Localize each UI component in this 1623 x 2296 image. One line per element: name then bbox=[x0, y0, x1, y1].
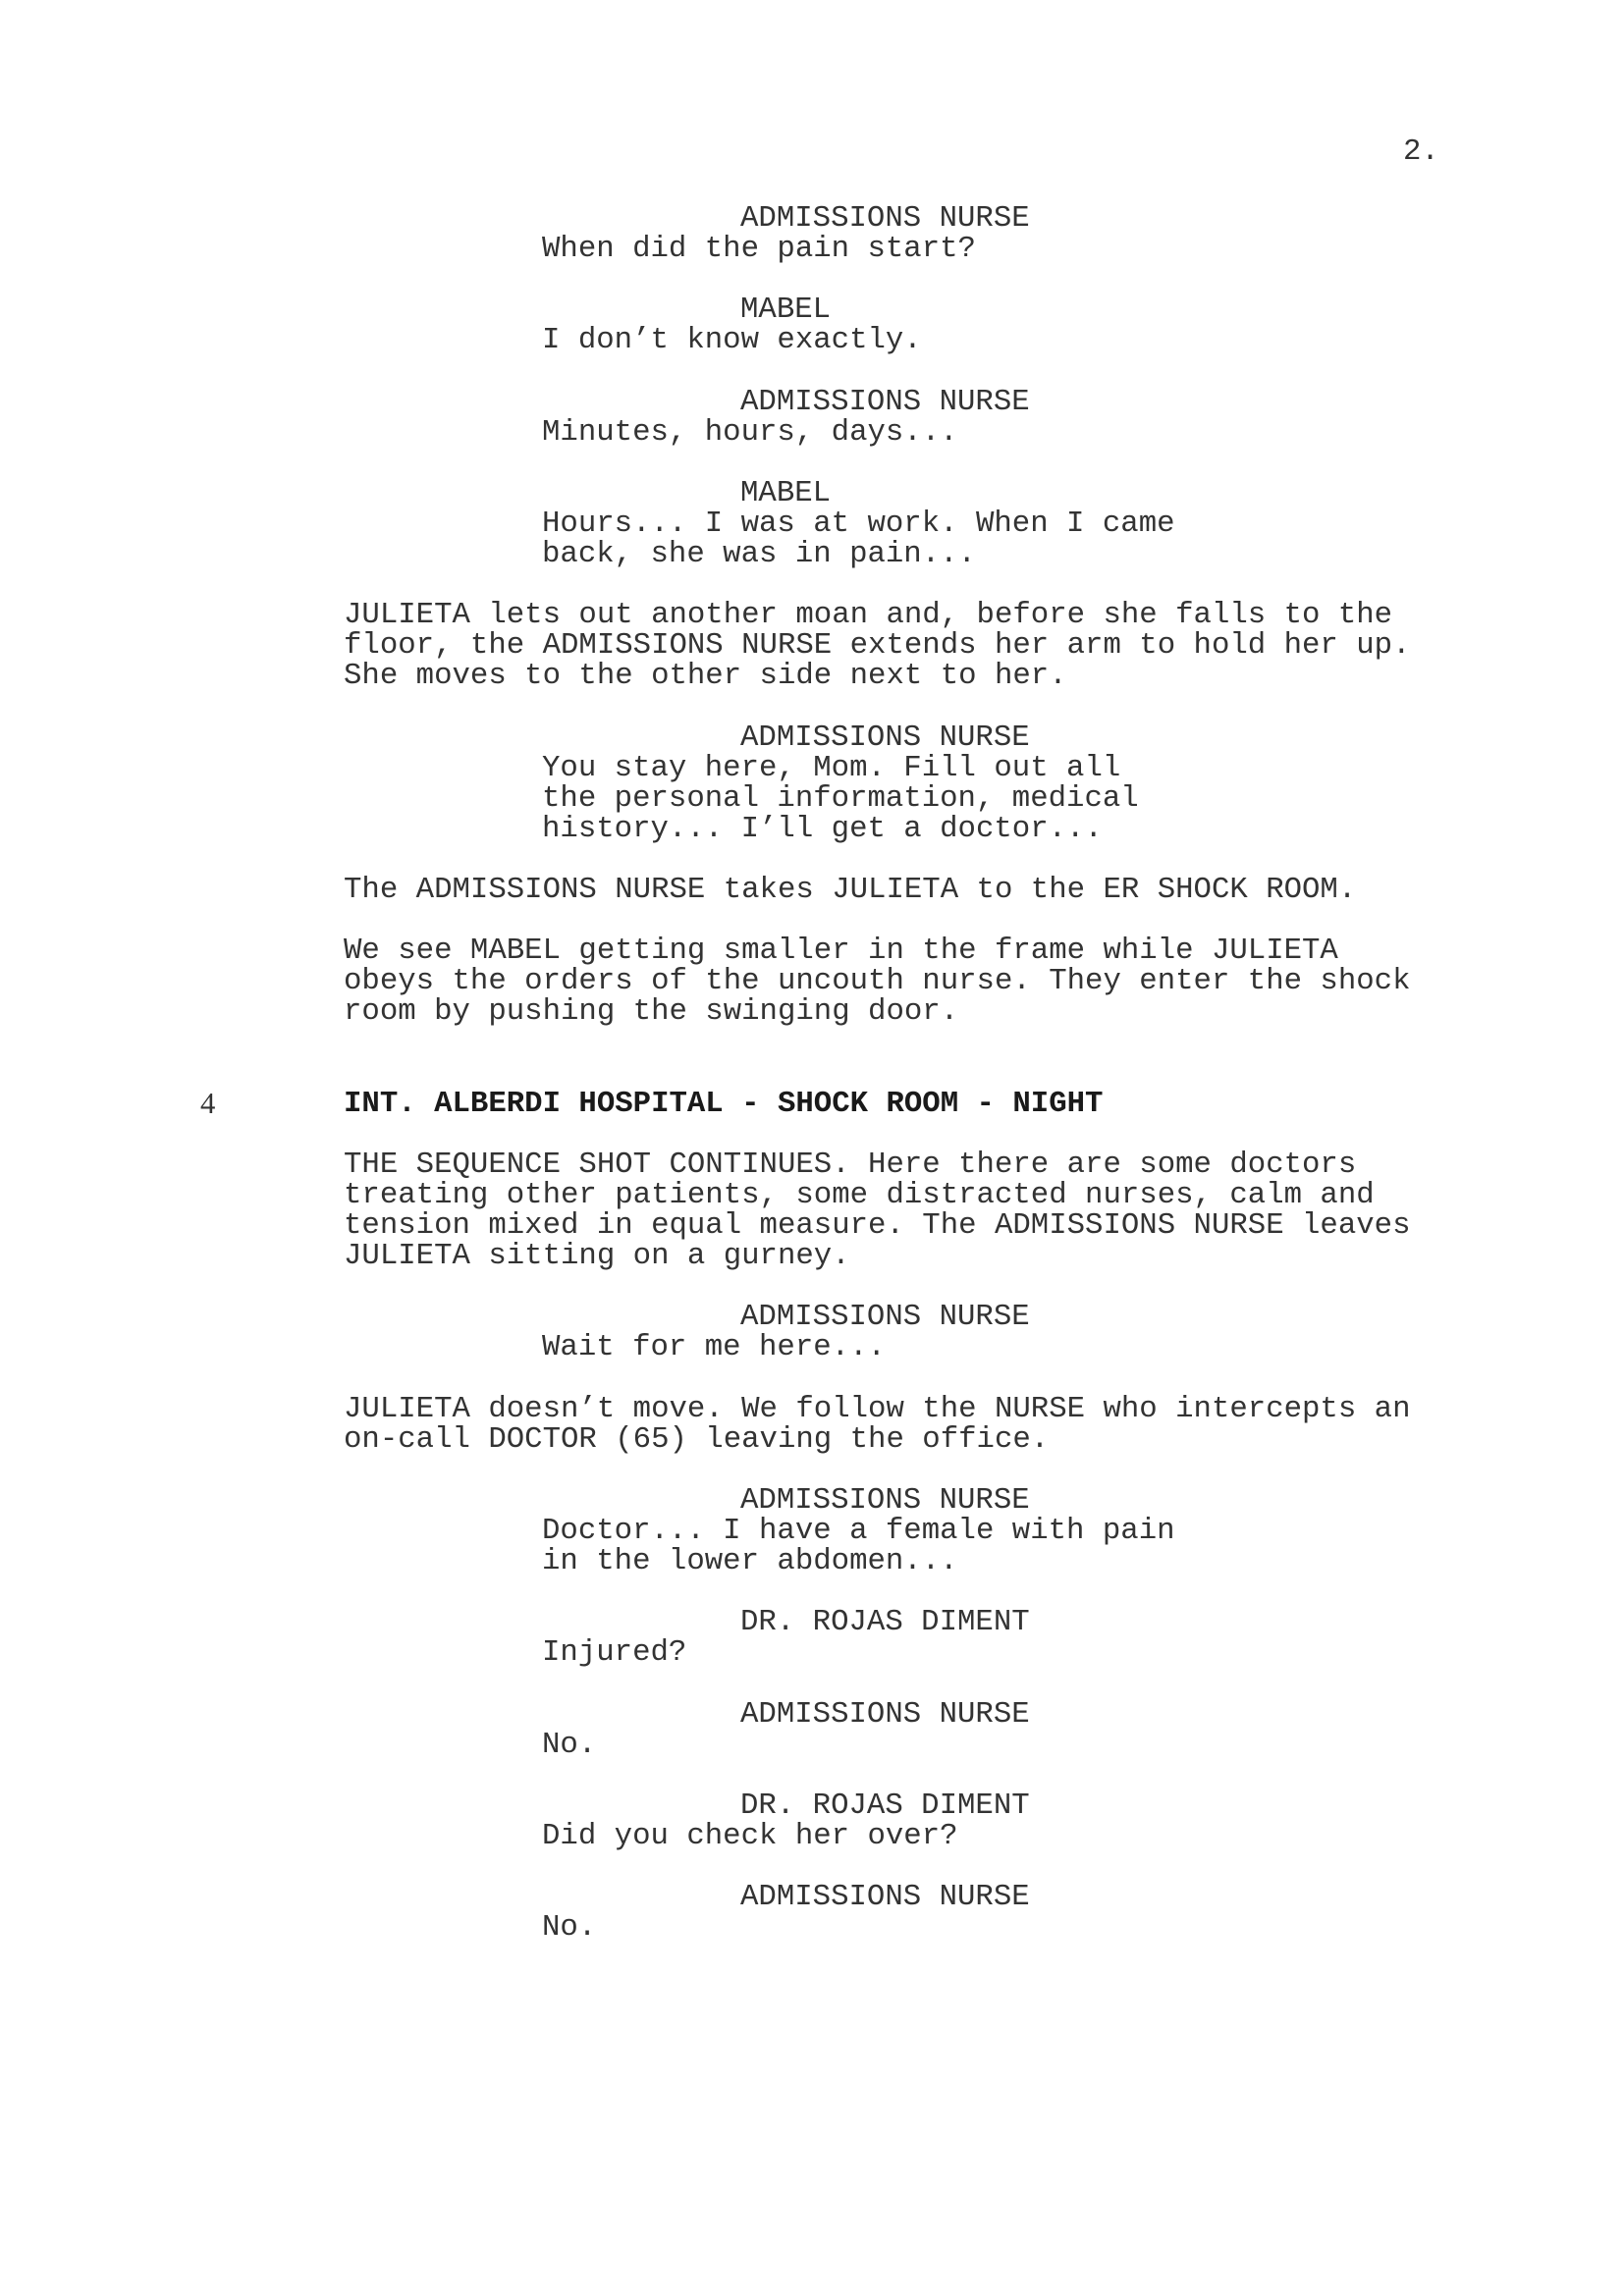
dialogue-line: Minutes, hours, days... bbox=[542, 414, 958, 450]
scene-heading bbox=[0, 1086, 1623, 1121]
dialogue bbox=[0, 750, 1623, 846]
character-name: ADMISSIONS NURSE bbox=[740, 1482, 1030, 1518]
action-line: She moves to the other side next to her. bbox=[344, 659, 1067, 694]
action-line: JULIETA sitting on a gurney. bbox=[344, 1239, 850, 1274]
dialogue-line: No. bbox=[542, 1910, 597, 1946]
action-line: treating other patients, some distracted nurses, calm and bbox=[344, 1178, 1375, 1212]
action-line: The ADMISSIONS NURSE takes JULIETA to the ER SHOCK ROOM. bbox=[344, 873, 1357, 908]
action bbox=[0, 1147, 1623, 1274]
dialogue bbox=[0, 232, 1623, 267]
dialogue-line: Hours... I was at work. When I came bbox=[542, 506, 1175, 541]
action-line: tension mixed in equal measure. The ADMISSIONS NURSE leaves bbox=[344, 1208, 1411, 1244]
character-name: ADMISSIONS NURSE bbox=[740, 1696, 1030, 1732]
action-line: We see MABEL getting smaller in the frame while JULIETA bbox=[344, 934, 1338, 969]
action bbox=[0, 934, 1623, 1030]
dialogue-line: in the lower abdomen... bbox=[542, 1544, 958, 1579]
character-cue bbox=[0, 1605, 1623, 1640]
dialogue bbox=[0, 1514, 1623, 1579]
action-line: JULIETA lets out another moan and, before she falls to the bbox=[344, 598, 1393, 633]
dialogue-line: You stay here, Mom. Fill out all bbox=[542, 750, 1121, 785]
dialogue bbox=[0, 506, 1623, 572]
character-cue bbox=[0, 1790, 1623, 1821]
dialogue bbox=[0, 1330, 1623, 1365]
character-cue bbox=[0, 722, 1623, 753]
character-name: ADMISSIONS NURSE bbox=[740, 1300, 1030, 1335]
character-cue bbox=[0, 203, 1623, 234]
character-cue bbox=[0, 1300, 1623, 1335]
character-cue bbox=[0, 1880, 1623, 1915]
dialogue bbox=[0, 1818, 1623, 1853]
character-cue bbox=[0, 475, 1623, 510]
character-name: MABEL bbox=[740, 475, 832, 510]
character-name: MABEL bbox=[740, 293, 832, 328]
action-line: THE SEQUENCE SHOT CONTINUES. Here there are some doctors bbox=[344, 1147, 1357, 1182]
action-line: on-call DOCTOR (65) leaving the office. bbox=[344, 1421, 1050, 1457]
action-line: room by pushing the swinging door. bbox=[344, 994, 959, 1030]
scene-number: 4 bbox=[200, 1086, 216, 1120]
character-name: ADMISSIONS NURSE bbox=[740, 720, 1030, 755]
character-name: ADMISSIONS NURSE bbox=[740, 201, 1030, 236]
action bbox=[0, 1391, 1623, 1457]
action bbox=[0, 598, 1623, 694]
character-name: ADMISSIONS NURSE bbox=[740, 1880, 1030, 1915]
dialogue bbox=[0, 1635, 1623, 1671]
dialogue bbox=[0, 1727, 1623, 1762]
character-cue bbox=[0, 1696, 1623, 1732]
character-cue bbox=[0, 293, 1623, 328]
character-cue bbox=[0, 384, 1623, 419]
dialogue bbox=[0, 1910, 1623, 1946]
scene-heading-text: INT. ALBERDI HOSPITAL - SHOCK ROOM - NIGHT bbox=[344, 1086, 1104, 1121]
screenplay-body bbox=[0, 201, 1623, 1946]
dialogue-line: Wait for me here... bbox=[542, 1330, 886, 1365]
character-name: ADMISSIONS NURSE bbox=[740, 384, 1030, 419]
dialogue-line: When did the pain start? bbox=[542, 232, 976, 267]
action bbox=[0, 873, 1623, 908]
dialogue-line: Doctor... I have a female with pain bbox=[542, 1514, 1175, 1549]
dialogue-line: history... I’ll get a doctor... bbox=[542, 811, 1103, 846]
dialogue-line: No. bbox=[542, 1727, 597, 1762]
character-name: DR. ROJAS DIMENT bbox=[740, 1605, 1030, 1640]
page-number: 2. bbox=[1403, 134, 1439, 169]
action-line: floor, the ADMISSIONS NURSE extends her arm to hold her up. bbox=[344, 628, 1411, 664]
character-cue bbox=[0, 1482, 1623, 1518]
dialogue bbox=[0, 414, 1623, 450]
dialogue-line: the personal information, medical bbox=[542, 780, 1139, 816]
dialogue-line: I don’t know exactly. bbox=[542, 323, 922, 358]
character-name: DR. ROJAS DIMENT bbox=[740, 1788, 1030, 1823]
action-line: obeys the orders of the uncouth nurse. They enter the shock bbox=[344, 964, 1411, 999]
dialogue bbox=[0, 323, 1623, 358]
dialogue-line: back, she was in pain... bbox=[542, 537, 976, 572]
dialogue-line: Injured? bbox=[542, 1635, 687, 1671]
dialogue-line: Did you check her over? bbox=[542, 1818, 958, 1853]
action-line: JULIETA doesn’t move. We follow the NURSE who intercepts an bbox=[344, 1391, 1411, 1426]
